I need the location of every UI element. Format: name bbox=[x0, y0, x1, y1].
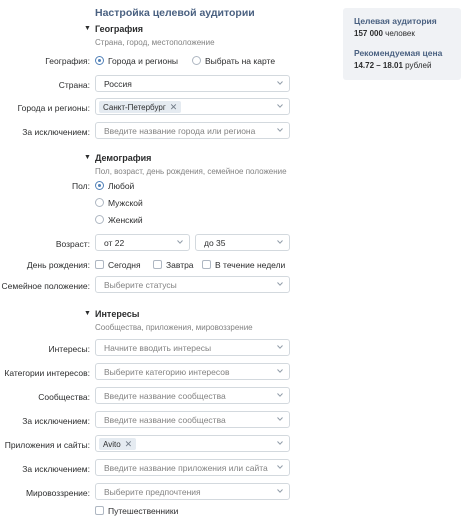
cities-input[interactable] bbox=[95, 98, 290, 115]
cities-except-label: За исключением: bbox=[22, 127, 90, 137]
chevron-down-icon bbox=[277, 240, 283, 244]
radio-gender-female-label[interactable]: Женский bbox=[108, 215, 143, 225]
communities-except-placeholder: Введите название сообщества bbox=[104, 415, 226, 425]
remove-tag-icon[interactable]: ✕ bbox=[169, 102, 178, 112]
interests-input[interactable] bbox=[95, 339, 290, 356]
audience-summary-card bbox=[343, 8, 461, 80]
checkbox-birthday-tomorrow-label[interactable]: Завтра bbox=[166, 260, 194, 270]
chevron-down-icon bbox=[277, 393, 283, 397]
app-tag: Avito ✕ bbox=[99, 438, 136, 450]
chevron-down-icon bbox=[177, 240, 183, 244]
apps-except-label: За исключением: bbox=[22, 464, 90, 474]
age-to-select[interactable] bbox=[195, 234, 290, 251]
chevron-down-icon bbox=[277, 81, 283, 85]
worldview-select[interactable] bbox=[95, 483, 290, 500]
checkbox-birthday-tomorrow[interactable] bbox=[153, 260, 162, 269]
chevron-down-icon bbox=[277, 369, 283, 373]
family-status-select[interactable] bbox=[95, 276, 290, 293]
country-label: Страна: bbox=[58, 80, 90, 90]
geography-title[interactable]: География bbox=[95, 24, 144, 34]
age-to-value: до 35 bbox=[204, 238, 226, 248]
chevron-down-icon bbox=[277, 282, 283, 286]
apps-except-input[interactable] bbox=[95, 459, 290, 476]
worldview-label: Мировоззрение: bbox=[25, 488, 90, 498]
worldview-placeholder: Выберите предпочтения bbox=[104, 487, 201, 497]
cities-except-input[interactable] bbox=[95, 122, 290, 139]
birthday-label: День рождения: bbox=[26, 260, 90, 270]
age-from-value: от 22 bbox=[104, 238, 125, 248]
apps-except-placeholder: Введите название приложения или сайта bbox=[104, 463, 268, 473]
price-label: Рекомендуемая цена bbox=[354, 48, 443, 58]
cities-label: Города и регионы: bbox=[17, 103, 90, 113]
communities-input[interactable] bbox=[95, 387, 290, 404]
demography-title[interactable]: Демография bbox=[95, 153, 152, 163]
geography-mode-label: География: bbox=[45, 56, 90, 66]
radio-gender-female[interactable] bbox=[95, 215, 104, 224]
apps-label: Приложения и сайты: bbox=[4, 440, 90, 450]
radio-select-on-map[interactable] bbox=[192, 56, 201, 65]
radio-gender-any-label[interactable]: Любой bbox=[108, 181, 135, 191]
interest-categories-select[interactable] bbox=[95, 363, 290, 380]
radio-select-on-map-label[interactable]: Выбрать на карте bbox=[205, 56, 276, 66]
family-status-placeholder: Выберите статусы bbox=[104, 280, 177, 290]
radio-gender-any[interactable] bbox=[95, 181, 104, 190]
audience-value: 157 000 человек bbox=[354, 29, 415, 38]
checkbox-travelers-label[interactable]: Путешественники bbox=[108, 506, 179, 516]
interests-collapse-icon[interactable]: ▼ bbox=[84, 310, 91, 317]
apps-input[interactable] bbox=[95, 435, 290, 452]
interest-categories-placeholder: Выберите категорию интересов bbox=[104, 367, 230, 377]
remove-tag-icon[interactable]: ✕ bbox=[124, 439, 133, 449]
communities-except-input[interactable] bbox=[95, 411, 290, 428]
audience-label: Целевая аудитория bbox=[354, 16, 437, 26]
communities-label: Сообщества: bbox=[38, 392, 90, 402]
demography-subtitle: Пол, возраст, день рождения, семейное положение bbox=[95, 167, 287, 176]
cities-except-placeholder: Введите название города или региона bbox=[104, 126, 256, 136]
city-tag: Санкт-Петербург ✕ bbox=[99, 101, 181, 113]
interests-placeholder: Начните вводить интересы bbox=[104, 343, 212, 353]
checkbox-birthday-week[interactable] bbox=[202, 260, 211, 269]
interests-label: Интересы: bbox=[48, 344, 90, 354]
chevron-down-icon bbox=[277, 465, 283, 469]
checkbox-birthday-week-label[interactable]: В течение недели bbox=[215, 260, 286, 270]
checkbox-birthday-today[interactable] bbox=[95, 260, 104, 269]
family-status-label: Семейное положение: bbox=[1, 281, 90, 291]
price-value: 14.72 – 18.01 рублей bbox=[354, 61, 432, 70]
age-from-select[interactable] bbox=[95, 234, 190, 251]
chevron-down-icon bbox=[277, 345, 283, 349]
chevron-down-icon bbox=[277, 128, 283, 132]
checkbox-travelers[interactable] bbox=[95, 506, 104, 515]
communities-except-label: За исключением: bbox=[22, 416, 90, 426]
age-label: Возраст: bbox=[55, 239, 90, 249]
radio-cities-regions[interactable] bbox=[95, 56, 104, 65]
communities-placeholder: Введите название сообщества bbox=[104, 391, 226, 401]
checkbox-birthday-today-label[interactable]: Сегодня bbox=[108, 260, 141, 270]
chevron-down-icon bbox=[277, 441, 283, 445]
geography-collapse-icon[interactable]: ▼ bbox=[84, 25, 91, 32]
page-title: Настройка целевой аудитории bbox=[95, 7, 255, 19]
geography-subtitle: Страна, город, местоположение bbox=[95, 38, 215, 47]
country-value: Россия bbox=[104, 79, 132, 89]
chevron-down-icon bbox=[277, 489, 283, 493]
radio-cities-regions-label[interactable]: Города и регионы bbox=[108, 56, 179, 66]
gender-label: Пол: bbox=[72, 181, 90, 191]
country-select[interactable] bbox=[95, 75, 290, 92]
chevron-down-icon bbox=[277, 417, 283, 421]
interest-categories-label: Категории интересов: bbox=[4, 368, 90, 378]
radio-gender-male[interactable] bbox=[95, 198, 104, 207]
interests-subtitle: Сообщества, приложения, мировоззрение bbox=[95, 323, 253, 332]
interests-title[interactable]: Интересы bbox=[95, 309, 140, 319]
chevron-down-icon bbox=[277, 104, 283, 108]
radio-gender-male-label[interactable]: Мужской bbox=[108, 198, 143, 208]
demography-collapse-icon[interactable]: ▼ bbox=[84, 154, 91, 161]
